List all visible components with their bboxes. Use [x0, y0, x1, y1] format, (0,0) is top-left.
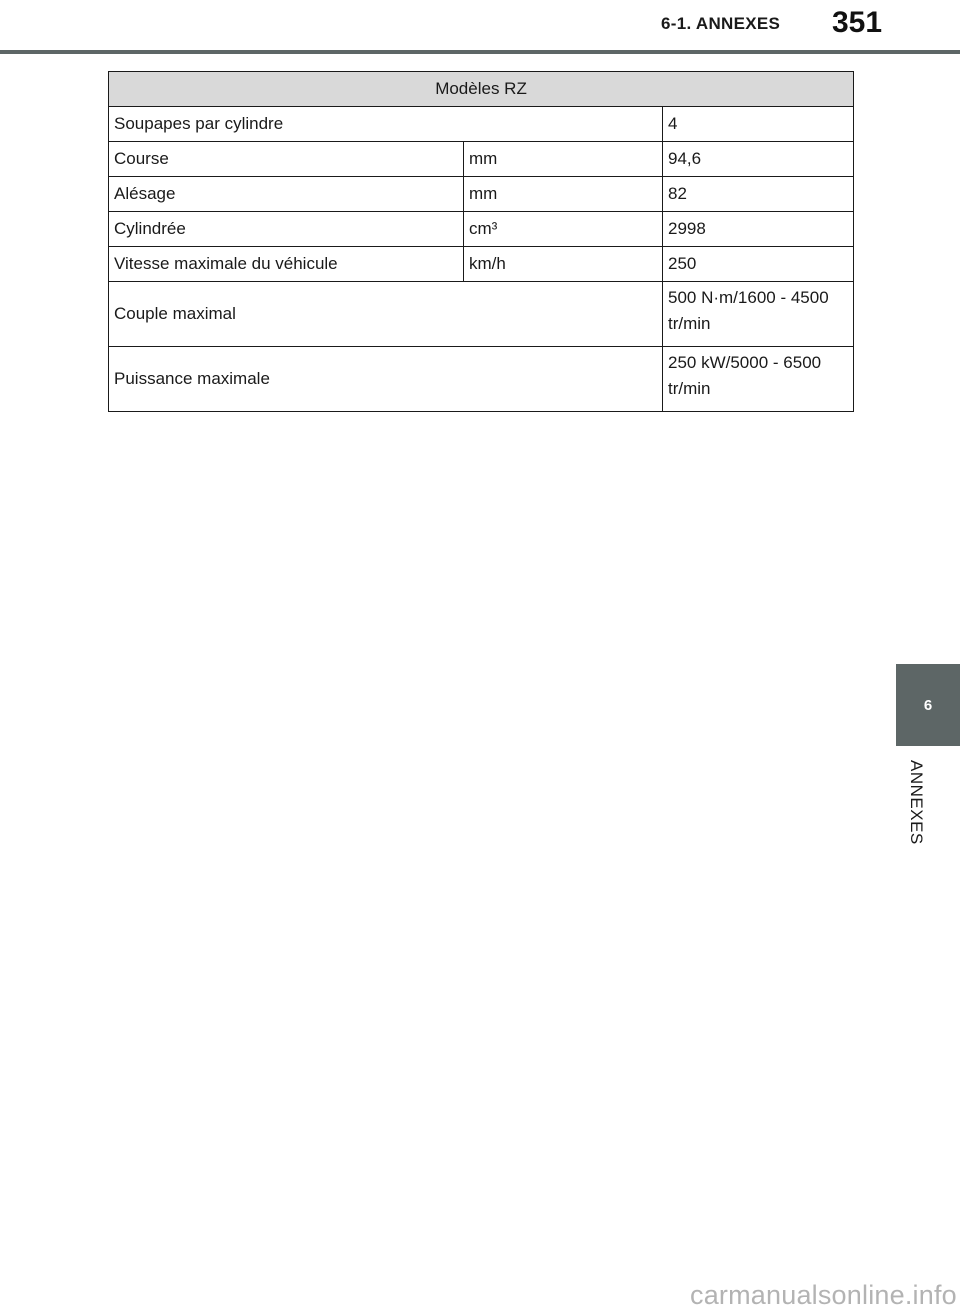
section-title: 6-1. ANNEXES [661, 14, 781, 33]
row-value-line: tr/min [668, 379, 711, 398]
row-value [663, 282, 854, 347]
row-label: Alésage [109, 177, 464, 212]
row-value: 94,6 [663, 142, 854, 177]
row-label: Cylindrée [109, 212, 464, 247]
row-value: 4 [663, 107, 854, 142]
table-row [109, 142, 854, 177]
specifications-table [108, 71, 854, 412]
table-row [109, 282, 854, 347]
table-row [109, 177, 854, 212]
row-value [663, 347, 854, 412]
row-unit: cm³ [464, 212, 663, 247]
watermark: carmanualsonline.info [690, 1280, 957, 1310]
table-row [109, 247, 854, 282]
chapter-side-label: ANNEXES [907, 760, 926, 845]
row-unit: mm [464, 142, 663, 177]
row-value-line: 250 kW/5000 - 6500 [668, 353, 822, 372]
row-unit: km/h [464, 247, 663, 282]
chapter-tab [896, 664, 960, 746]
table-header-row [109, 72, 854, 107]
row-unit: mm [464, 177, 663, 212]
row-label: Puissance maximale [109, 347, 663, 412]
row-value-line: 500 N·m/1600 - 4500 [668, 288, 829, 307]
table-row [109, 212, 854, 247]
row-label: Soupapes par cylindre [109, 107, 663, 142]
row-label: Couple maximal [109, 282, 663, 347]
row-label: Vitesse maximale du véhicule [109, 247, 464, 282]
page-number: 351 [832, 6, 883, 39]
table-row [109, 107, 854, 142]
header-rule [0, 50, 960, 54]
row-label: Course [109, 142, 464, 177]
row-value: 82 [663, 177, 854, 212]
row-value-line: tr/min [668, 314, 711, 333]
table-title: Modèles RZ [109, 72, 854, 107]
chapter-tab-number: 6 [923, 696, 933, 714]
row-value: 2998 [663, 212, 854, 247]
row-value: 250 [663, 247, 854, 282]
table-row [109, 347, 854, 412]
